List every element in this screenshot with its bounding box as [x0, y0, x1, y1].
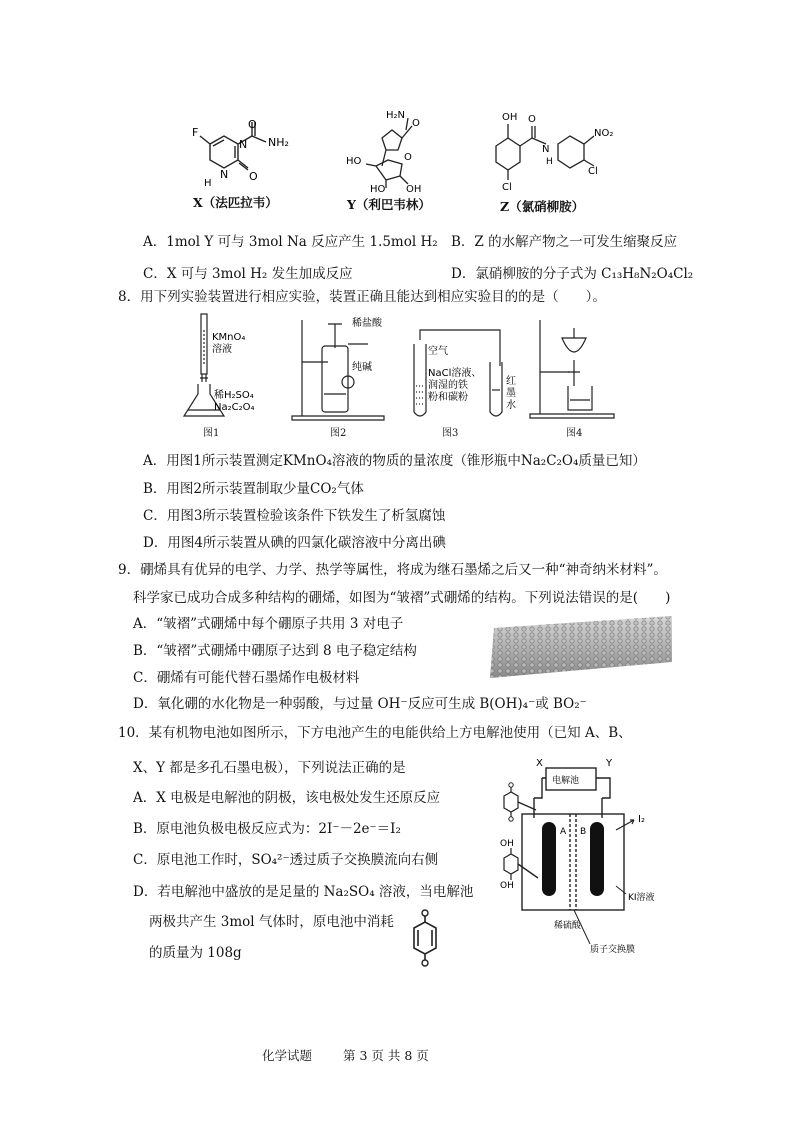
- fig2-hcl-label: 稀盐酸: [352, 318, 382, 329]
- q8-stem: 8．用下列实验装置进行相应实验，装置正确且能达到相应实验目的的是（ ）。: [118, 289, 606, 305]
- footer-subject: 化学试题: [262, 1048, 313, 1063]
- atom-cl-z: Cl: [588, 166, 598, 177]
- q9-option-b: B．“皱褶”式硼烯中硼原子达到 8 电子稳定结构: [133, 643, 417, 659]
- fig1-na2c2o4-label: Na₂C₂O₄: [214, 402, 255, 413]
- electrode-b: [590, 822, 604, 896]
- atom-o-x2: O: [248, 118, 257, 131]
- fig1-solution-label: 溶液: [212, 344, 232, 355]
- diagram-b-label: B: [580, 827, 587, 837]
- atom-ho-y: HO: [346, 156, 362, 167]
- atom-o-ring-y: O: [404, 152, 412, 163]
- fig4-caption: 图4: [566, 428, 583, 439]
- borophene-image: [488, 614, 672, 678]
- q10-stem-2: X、Y 都是多孔石墨电极），下列说法正确的是: [133, 760, 406, 776]
- q10-stem-1: 10．某有机物电池如图所示，下方电池产生的电能供给上方电解池使用（已知 A、B、: [118, 725, 632, 741]
- q10-option-d-line-3: 的质量为 108g: [149, 945, 242, 961]
- atom-o-x: O: [249, 170, 258, 183]
- fig3-red-label-3: 水: [506, 400, 516, 411]
- atom-h2n-y: H₂N: [386, 110, 406, 121]
- molecule-y-label: Y（利巴韦林）: [347, 197, 431, 212]
- diagram-cell-label: 电解池: [552, 776, 580, 786]
- atom-oh-z: OH: [502, 112, 518, 123]
- q10-option-a: A．X 电极是电解池的阴极，该电极处发生还原反应: [133, 790, 441, 806]
- diagram-i2-label: I₂: [638, 814, 645, 825]
- diagram-ki-label: KI溶液: [628, 893, 655, 903]
- footer-page-number: 第 3 页 共 8 页: [343, 1048, 429, 1063]
- fig1-h2so4-label: 稀H₂SO₄: [214, 390, 254, 401]
- q8-option-b: B．用图2所示装置制取少量CO₂气体: [143, 481, 364, 497]
- q8-figure-4: [528, 316, 618, 422]
- fig3-red-label-1: 红: [506, 376, 516, 387]
- molecule-z-structure: [488, 108, 638, 198]
- q8-option-d: D．用图4所示装置从碘的四氯化碳溶液中分离出碘: [143, 535, 446, 551]
- q8-option-a: A．用图1所示装置测定KMnO₄溶液的物质的量浓度（锥形瓶中Na₂C₂O₄质量已知）: [143, 453, 646, 469]
- q10-option-c: C．原电池工作时，SO₄²⁻透过质子交换膜流向右侧: [133, 852, 439, 868]
- q8-figure-3: [404, 326, 524, 424]
- diagram-oh-bottom: OH: [500, 881, 514, 891]
- atom-oh-y: OH: [406, 184, 422, 195]
- diagram-a-label: A: [560, 827, 567, 837]
- fig2-soda-label: 纯碱: [352, 362, 372, 373]
- molecule-z-label: Z（氯硝柳胺）: [500, 199, 585, 214]
- q8-option-c: C．用图3所示装置检验该条件下铁发生了析氢腐蚀: [143, 508, 446, 524]
- q9-stem-1: 9．硼烯具有优异的电学、力学、热学等属性，将成为继石墨烯之后又一种“神奇纳米材料”。: [118, 562, 667, 578]
- q10-battery-diagram: [498, 754, 674, 974]
- q7-option-a: A．1mol Y 可与 3mol Na 反应产生 1.5mol H₂: [143, 234, 438, 250]
- q7-option-b: B．Z 的水解产物之一可发生缩聚反应: [451, 234, 678, 250]
- fig3-nacl-label-3: 粉和碳粉: [428, 392, 468, 403]
- benzoquinone-structure: [400, 908, 450, 968]
- q7-option-d: D．氯硝柳胺的分子式为 C₁₃H₈N₂O₄Cl₂: [451, 266, 694, 282]
- atom-nh2-x: NH₂: [268, 136, 289, 149]
- fig3-caption: 图3: [442, 428, 459, 439]
- diagram-y-label: Y: [606, 758, 613, 769]
- atom-no2-z: NO₂: [594, 128, 614, 139]
- q10-option-d-line-1: D．若电解池中盛放的是足量的 Na₂SO₄ 溶液，当电解池: [133, 884, 474, 900]
- q9-option-a: A．“皱褶”式硼烯中每个硼原子共用 3 对电子: [133, 616, 404, 632]
- atom-o-z: O: [528, 114, 536, 125]
- atom-f: F: [192, 126, 199, 139]
- q10-option-b: B．原电池负极电极反应式为：2I⁻－2e⁻＝I₂: [133, 821, 401, 837]
- atom-h-x: H: [204, 178, 212, 189]
- fig1-caption: 图1: [203, 428, 220, 439]
- atom-n-x: N: [220, 168, 229, 181]
- electrode-a: [542, 822, 556, 896]
- fig3-red-label-2: 墨: [506, 388, 516, 399]
- atom-ho-y2: HO: [370, 184, 386, 195]
- q8-figure-1: [180, 310, 255, 430]
- diagram-acid-label: 稀硫酸: [554, 921, 582, 931]
- q8-figure-2: [288, 316, 398, 424]
- fig3-nacl-label-1: NaCl溶液、: [428, 368, 482, 379]
- q10-option-d-line-2: 两极共产生 3mol 气体时，原电池中消耗: [149, 914, 394, 930]
- q7-option-c: C．X 可与 3mol H₂ 发生加成反应: [143, 266, 353, 282]
- atom-o-y: O: [412, 118, 420, 129]
- diagram-membrane-label: 质子交换膜: [590, 945, 636, 955]
- atom-cl-z2: Cl: [502, 182, 512, 193]
- fig1-kmno4-label: KMnO₄: [212, 332, 246, 343]
- diagram-x-label: X: [536, 758, 543, 769]
- fig2-caption: 图2: [330, 428, 347, 439]
- q9-stem-2: 科学家已成功合成多种结构的硼烯，如图为“皱褶”式硼烯的结构。下列说法错误的是( ): [133, 590, 671, 606]
- molecule-y-structure: [342, 108, 452, 194]
- molecule-x-label: X（法匹拉韦）: [193, 195, 278, 210]
- molecule-x-structure: [182, 118, 292, 190]
- diagram-oh-top: OH: [500, 839, 514, 849]
- q9-option-d: D．氧化硼的水化物是一种弱酸，与过量 OH⁻反应可生成 B(OH)₄⁻或 BO₂⁻: [133, 696, 587, 712]
- q9-option-c: C．硼烯有可能代替石墨烯作电极材料: [133, 670, 360, 686]
- atom-n-x2: N: [239, 138, 248, 151]
- atom-n-z: N: [542, 144, 550, 155]
- atom-h-z: H: [546, 157, 553, 167]
- fig3-nacl-label-2: 润湿的铁: [428, 380, 468, 391]
- fig3-air-label: 空气: [428, 346, 448, 357]
